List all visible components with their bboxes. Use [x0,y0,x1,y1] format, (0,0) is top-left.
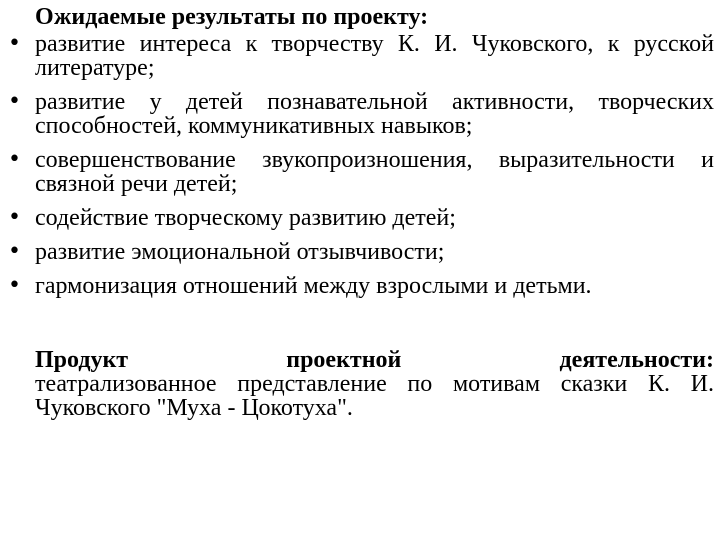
list-item-text: совершенствование звукопроизношения, выразительности и связной речи детей; [35,147,714,197]
list-item [6,240,714,264]
bullet-icon: • [8,205,21,230]
bullet-icon: • [8,239,21,264]
list-item [6,90,714,138]
product-paragraph [35,348,714,420]
product-label: Продукт проектной деятельности: [35,347,714,373]
list-item [6,32,714,80]
spacer [6,308,714,348]
list-item-text: содействие творческому развитию детей; [35,205,456,231]
bullet-icon: • [8,147,21,172]
list-item-text: развитие у детей познавательной активности, творческих способностей, коммуникативных навыков; [35,89,714,139]
bullet-icon: • [8,31,21,56]
list-item [6,274,714,298]
results-heading: Ожидаемые результаты по проекту: [35,4,429,30]
list-item-text: гармонизация отношений между взрослыми и детьми. [35,273,592,299]
list-item-text: развитие интереса к творчеству К. И. Чуковского, к русской литературе; [35,31,714,81]
bullet-icon: • [8,89,21,114]
list-item [6,148,714,196]
results-list [6,32,714,298]
bullet-icon: • [8,273,21,298]
product-text: театрализованное представление по мотивам сказки К. И. Чуковского "Муха - Цокотуха". [35,371,714,421]
list-item [6,206,714,230]
list-item-text: развитие эмоциональной отзывчивости; [35,239,445,265]
